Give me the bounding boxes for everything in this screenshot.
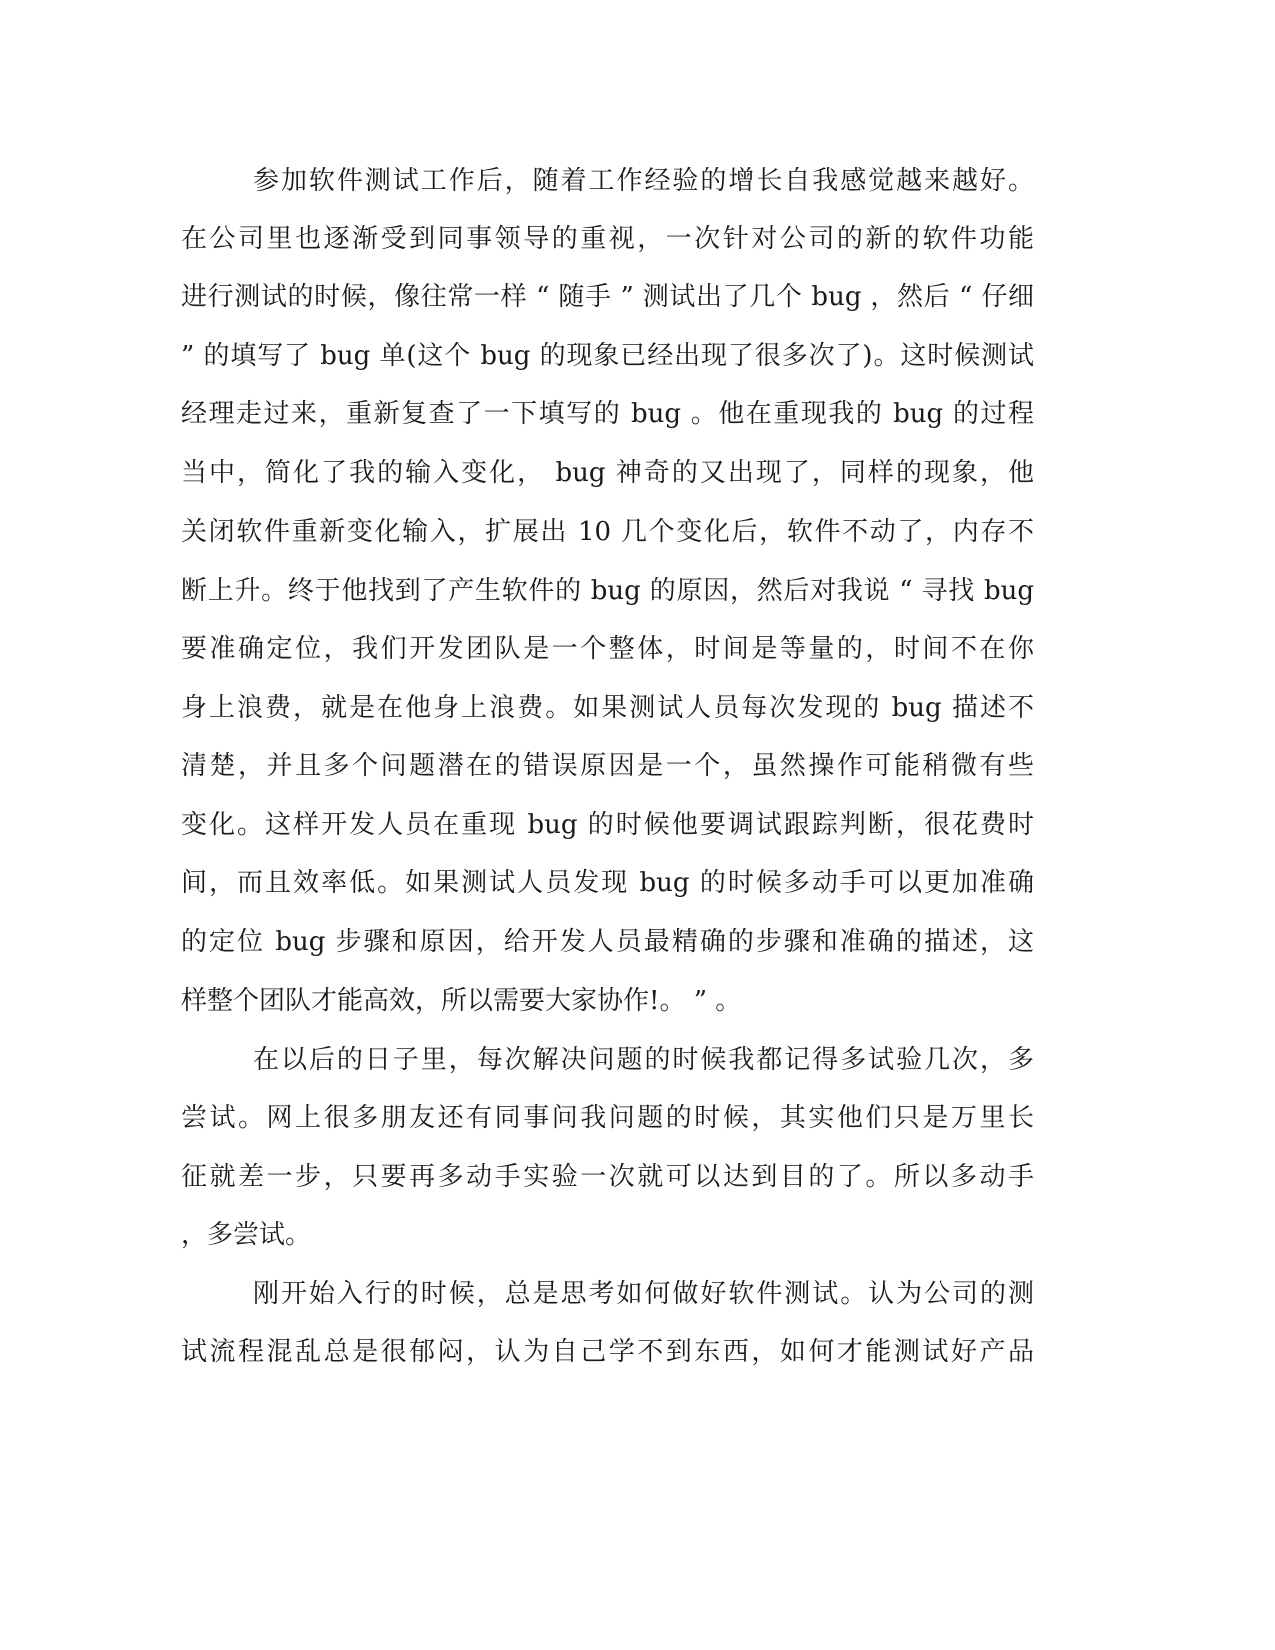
paragraph-1-line-6: 当中，简化了我的输入变化， bug 神奇的又出现了，同样的现象，他 (181, 458, 1034, 488)
paragraph-1-line-9: 要准确定位，我们开发团队是一个整体，时间是等量的，时间不在你 (181, 634, 1034, 664)
paragraph-1-line-1: 参加软件测试工作后，随着工作经验的增长自我感觉越来越好。 (253, 166, 1034, 196)
paragraph-1-line-7: 关闭软件重新变化输入，扩展出 10 几个变化后，软件不动了，内存不 (181, 517, 1034, 547)
paragraph-2-line-2: 尝试。网上很多朋友还有同事问我问题的时候，其实他们只是万里长 (181, 1103, 1034, 1133)
paragraph-1-line-15: 样整个团队才能高效，所以需要大家协作!。 ” 。 (181, 986, 742, 1016)
paragraph-1-line-5: 经理走过来，重新复查了一下填写的 bug 。他在重现我的 bug 的过程 (181, 399, 1034, 429)
paragraph-2-line-3: 征就差一步，只要再多动手实验一次就可以达到目的了。所以多动手 (181, 1162, 1034, 1192)
paragraph-3-line-1: 刚开始入行的时候，总是思考如何做好软件测试。认为公司的测 (253, 1279, 1034, 1309)
paragraph-1-line-13: 间，而且效率低。如果测试人员发现 bug 的时候多动手可以更加准确 (181, 868, 1034, 898)
paragraph-3-line-2: 试流程混乱总是很郁闷，认为自己学不到东西，如何才能测试好产品 (181, 1337, 1034, 1367)
paragraph-1-line-11: 清楚，并且多个问题潜在的错误原因是一个，虽然操作可能稍微有些 (181, 751, 1034, 781)
paragraph-1-line-2: 在公司里也逐渐受到同事领导的重视，一次针对公司的新的软件功能 (181, 224, 1034, 254)
paragraph-2-line-1: 在以后的日子里，每次解决问题的时候我都记得多试验几次，多 (253, 1045, 1034, 1075)
paragraph-2-line-4: ，多尝试。 (181, 1220, 312, 1250)
paragraph-1-line-3: 进行测试的时候，像往常一样 “ 随手 ” 测试出了几个 bug ，然后 “ 仔细 (181, 282, 1034, 312)
paragraph-1-line-8: 断上升。终于他找到了产生软件的 bug 的原因，然后对我说 “ 寻找 bug (181, 576, 1034, 606)
paragraph-1-line-12: 变化。这样开发人员在重现 bug 的时候他要调试跟踪判断，很花费时 (181, 810, 1034, 840)
paragraph-1-line-10: 身上浪费，就是在他身上浪费。如果测试人员每次发现的 bug 描述不 (181, 693, 1034, 723)
paragraph-1-line-4: ” 的填写了 bug 单(这个 bug 的现象已经出现了很多次了)。这时候测试 (181, 341, 1034, 371)
paragraph-1-line-14: 的定位 bug 步骤和原因，给开发人员最精确的步骤和准确的描述，这 (181, 927, 1034, 957)
